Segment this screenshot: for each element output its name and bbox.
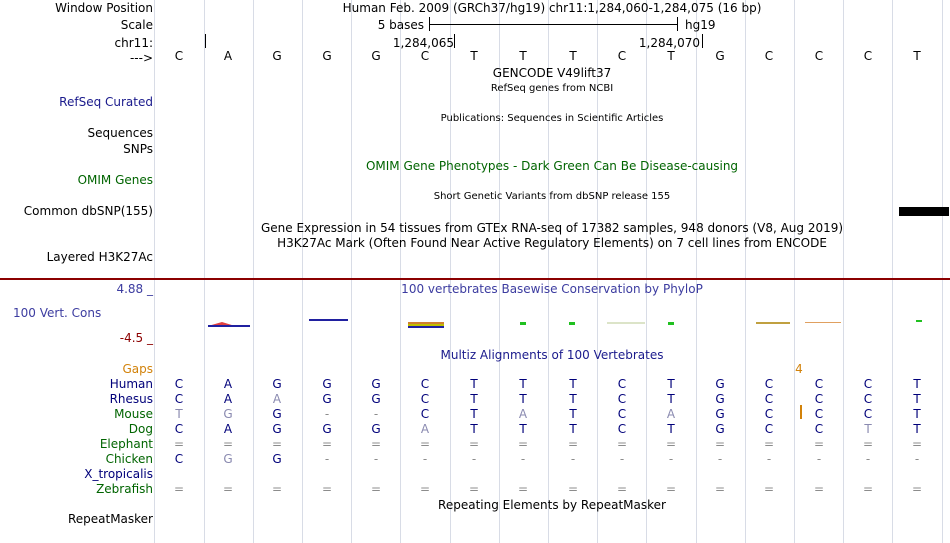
aligned-base: T (667, 392, 675, 406)
aligned-base: C (764, 422, 774, 436)
reference-base: T (667, 49, 675, 63)
aligned-base: - (471, 452, 477, 466)
alignment-row-zebrafish (0, 482, 950, 496)
repeatmasker-track-label[interactable]: RepeatMasker (67, 512, 153, 526)
aligned-base: C (617, 392, 627, 406)
aligned-base: T (913, 392, 921, 406)
aligned-base: A (223, 392, 233, 406)
aligned-base: = (616, 482, 628, 496)
aligned-base: A (223, 377, 233, 391)
aligned-base: C (617, 407, 627, 421)
aligned-base: - (619, 452, 625, 466)
phylop-tick-4 (520, 322, 526, 325)
aligned-base: T (519, 377, 527, 391)
aligned-base: C (863, 407, 873, 421)
aligned-base: - (373, 407, 379, 421)
aligned-base: G (322, 392, 332, 406)
aligned-base: - (324, 407, 330, 421)
phylop-tick-8 (756, 322, 790, 324)
species-label-human[interactable]: Human (109, 377, 153, 391)
h3k27ac-track-title: H3K27Ac Mark (Often Found Near Active Regulatory Elements) on 7 cell lines from ENCODE (277, 236, 827, 250)
aligned-base: - (520, 452, 526, 466)
aligned-base: T (667, 422, 675, 436)
aligned-base: C (174, 422, 184, 436)
reference-base: G (322, 49, 332, 63)
aligned-base: G (272, 452, 282, 466)
reference-base: T (470, 49, 478, 63)
alignment-row-mouse (0, 407, 950, 421)
aligned-base: = (321, 437, 333, 451)
window-position-text[interactable]: Human Feb. 2009 (GRCh37/hg19) chr11:1,284,060-1,284,075 (16 bp) (342, 1, 762, 15)
coord-tick-1284065 (454, 34, 455, 48)
aligned-base: - (914, 452, 920, 466)
coord-1284065: 1,284,065 (392, 36, 454, 50)
aligned-base: G (272, 422, 282, 436)
strand-arrow-label: ---> (129, 51, 153, 65)
aligned-base: = (419, 437, 431, 451)
dbsnp-track-title: Short Genetic Variants from dbSNP release 155 (433, 191, 671, 202)
aligned-base: = (222, 437, 234, 451)
aligned-base: = (813, 437, 825, 451)
omim-track-title: OMIM Gene Phenotypes - Dark Green Can Be Disease-causing (365, 159, 739, 173)
aligned-base: C (814, 422, 824, 436)
aligned-base: T (864, 422, 872, 436)
scale-bar (429, 24, 677, 25)
aligned-base: T (470, 407, 478, 421)
aligned-base: - (668, 452, 674, 466)
coord-tick-1284070 (702, 34, 703, 48)
aligned-base: = (567, 437, 579, 451)
aligned-base: = (222, 482, 234, 496)
aligned-base: - (816, 452, 822, 466)
aligned-base: = (763, 482, 775, 496)
alignment-row-elephant (0, 437, 950, 451)
chromosome-label: chr11: (114, 36, 153, 50)
aligned-base: = (911, 482, 923, 496)
aligned-base: T (913, 422, 921, 436)
aligned-base: - (766, 452, 772, 466)
aligned-base: G (272, 377, 282, 391)
aligned-base: T (667, 377, 675, 391)
species-label-dog[interactable]: Dog (128, 422, 153, 436)
aligned-base: - (422, 452, 428, 466)
sequences-track-label[interactable]: Sequences (87, 126, 153, 140)
reference-base: C (174, 49, 184, 63)
aligned-base: C (420, 407, 430, 421)
aligned-base: = (714, 482, 726, 496)
aligned-base: C (174, 452, 184, 466)
phylop-tick-7 (668, 322, 674, 325)
aligned-base: C (617, 422, 627, 436)
phylop-wiggle-plot (155, 312, 950, 332)
refseq-track-subtitle: RefSeq genes from NCBI (490, 83, 614, 94)
aligned-base: = (370, 482, 382, 496)
aligned-base: G (272, 407, 282, 421)
omim-track-label[interactable]: OMIM Genes (77, 173, 153, 187)
species-label-rhesus[interactable]: Rhesus (109, 392, 153, 406)
aligned-base: G (715, 407, 725, 421)
aligned-base: T (569, 377, 577, 391)
aligned-base: C (814, 392, 824, 406)
species-label-x_tropicalis[interactable]: X_tropicalis (84, 467, 153, 481)
reference-base: G (272, 49, 282, 63)
aligned-base: C (764, 392, 774, 406)
aligned-base: = (321, 482, 333, 496)
gencode-track-title[interactable]: GENCODE V49lift37 (492, 66, 612, 80)
aligned-base: T (569, 407, 577, 421)
phylop-cluster-3b (408, 324, 444, 326)
aligned-base: G (371, 377, 381, 391)
reference-base: C (617, 49, 627, 63)
aligned-base: = (665, 437, 677, 451)
phylop-cluster-3a (408, 322, 444, 324)
phylop-tick-5 (569, 322, 575, 325)
aligned-base: G (715, 377, 725, 391)
phylop-cluster-3c (408, 326, 444, 328)
aligned-base: C (863, 377, 873, 391)
aligned-base: = (419, 482, 431, 496)
aligned-base: C (174, 392, 184, 406)
aligned-base: = (517, 437, 529, 451)
gaps-track-label[interactable]: Gaps (122, 362, 153, 376)
publications-track-title: Publications: Sequences in Scientific Articles (440, 113, 664, 124)
aligned-base: C (863, 392, 873, 406)
aligned-base: C (814, 407, 824, 421)
coord-1284070: 1,284,070 (638, 36, 700, 50)
aligned-base: - (570, 452, 576, 466)
aligned-base: = (271, 437, 283, 451)
aligned-base: = (862, 482, 874, 496)
phylop-tick-10 (916, 320, 922, 322)
aligned-base: = (271, 482, 283, 496)
alignment-row-human (0, 377, 950, 391)
aligned-base: T (470, 422, 478, 436)
aligned-base: T (913, 377, 921, 391)
aligned-base: G (223, 407, 233, 421)
h3k27ac-track-label[interactable]: Layered H3K27Ac (46, 250, 153, 264)
reference-base: C (863, 49, 873, 63)
track-group-divider (0, 278, 950, 280)
multiz-track-title: Multiz Alignments of 100 Vertebrates (440, 348, 664, 362)
aligned-base: - (865, 452, 871, 466)
window-position-label: Window Position (55, 1, 153, 15)
aligned-base: C (174, 377, 184, 391)
base-sequence-row (0, 49, 950, 63)
aligned-base: G (715, 392, 725, 406)
alignment-row-dog (0, 422, 950, 436)
scale-label: Scale (120, 18, 153, 32)
reference-base: T (519, 49, 527, 63)
aligned-base: T (569, 392, 577, 406)
aligned-base: T (470, 392, 478, 406)
aligned-base: T (913, 407, 921, 421)
aligned-base: = (468, 482, 480, 496)
scale-bar-right-tick (677, 17, 678, 31)
aligned-base: = (813, 482, 825, 496)
aligned-base: = (616, 437, 628, 451)
alignment-row-rhesus (0, 392, 950, 406)
reference-base: G (371, 49, 381, 63)
aligned-base: A (666, 407, 676, 421)
phylop-tick-9 (805, 322, 841, 323)
aligned-base: C (764, 377, 774, 391)
species-label-elephant[interactable]: Elephant (99, 437, 153, 451)
aligned-base: = (173, 437, 185, 451)
species-label-mouse[interactable]: Mouse (114, 407, 153, 421)
coord-tick-1284060 (205, 34, 206, 48)
aligned-base: = (370, 437, 382, 451)
aligned-base: G (715, 422, 725, 436)
phylop-min-value: -4.5 _ (119, 331, 153, 345)
scale-bar-left-tick (429, 17, 430, 31)
alignment-row-x_tropicalis (0, 467, 950, 481)
scale-left-text: 5 bases (377, 18, 424, 32)
aligned-base: T (519, 392, 527, 406)
aligned-base: T (569, 422, 577, 436)
refseq-track-label[interactable]: RefSeq Curated (59, 95, 153, 109)
aligned-base: A (420, 422, 430, 436)
reference-base: G (715, 49, 725, 63)
gtex-track-title: Gene Expression in 54 tissues from GTEx RNA-seq of 17382 samples, 948 donors (V8, Aug 2019) (260, 221, 844, 235)
aligned-base: A (272, 392, 282, 406)
scale-right-text: hg19 (685, 18, 716, 32)
aligned-base: - (324, 452, 330, 466)
aligned-base: T (519, 422, 527, 436)
aligned-base: = (468, 437, 480, 451)
aligned-base: A (518, 407, 528, 421)
aligned-base: = (567, 482, 579, 496)
aligned-base: C (814, 377, 824, 391)
species-label-zebrafish[interactable]: Zebrafish (96, 482, 153, 496)
aligned-base: = (911, 437, 923, 451)
repeatmasker-track-title: Repeating Elements by RepeatMasker (438, 498, 666, 512)
aligned-base: G (371, 422, 381, 436)
aligned-base: = (763, 437, 775, 451)
aligned-base: T (470, 377, 478, 391)
reference-base: T (569, 49, 577, 63)
aligned-base: G (322, 422, 332, 436)
reference-base: C (764, 49, 774, 63)
alignment-row-chicken (0, 452, 950, 466)
aligned-base: - (717, 452, 723, 466)
reference-base: A (223, 49, 233, 63)
snps-track-label[interactable]: SNPs (123, 142, 153, 156)
aligned-base: G (322, 377, 332, 391)
phylop-track-title: 100 vertebrates Basewise Conservation by PhyloP (401, 282, 703, 296)
aligned-base: G (371, 392, 381, 406)
aligned-base: C (617, 377, 627, 391)
aligned-base: C (420, 392, 430, 406)
aligned-base: = (714, 437, 726, 451)
reference-base: T (913, 49, 921, 63)
reference-base: C (420, 49, 430, 63)
aligned-base: A (223, 422, 233, 436)
aligned-base: - (373, 452, 379, 466)
aligned-base: G (223, 452, 233, 466)
aligned-base: C (420, 377, 430, 391)
gap-count: 4 (795, 362, 803, 376)
aligned-base: = (517, 482, 529, 496)
dbsnp-track-label[interactable]: Common dbSNP(155) (23, 204, 153, 218)
aligned-base: C (764, 407, 774, 421)
aligned-base: = (862, 437, 874, 451)
aligned-base: T (175, 407, 183, 421)
dbsnp-variant-bar[interactable] (899, 207, 949, 216)
reference-base: C (814, 49, 824, 63)
cons-track-label[interactable]: 100 Vert. Cons (13, 306, 102, 320)
phylop-max-value: 4.88 _ (116, 282, 153, 296)
aligned-base: = (665, 482, 677, 496)
species-label-chicken[interactable]: Chicken (105, 452, 153, 466)
aligned-base: = (173, 482, 185, 496)
